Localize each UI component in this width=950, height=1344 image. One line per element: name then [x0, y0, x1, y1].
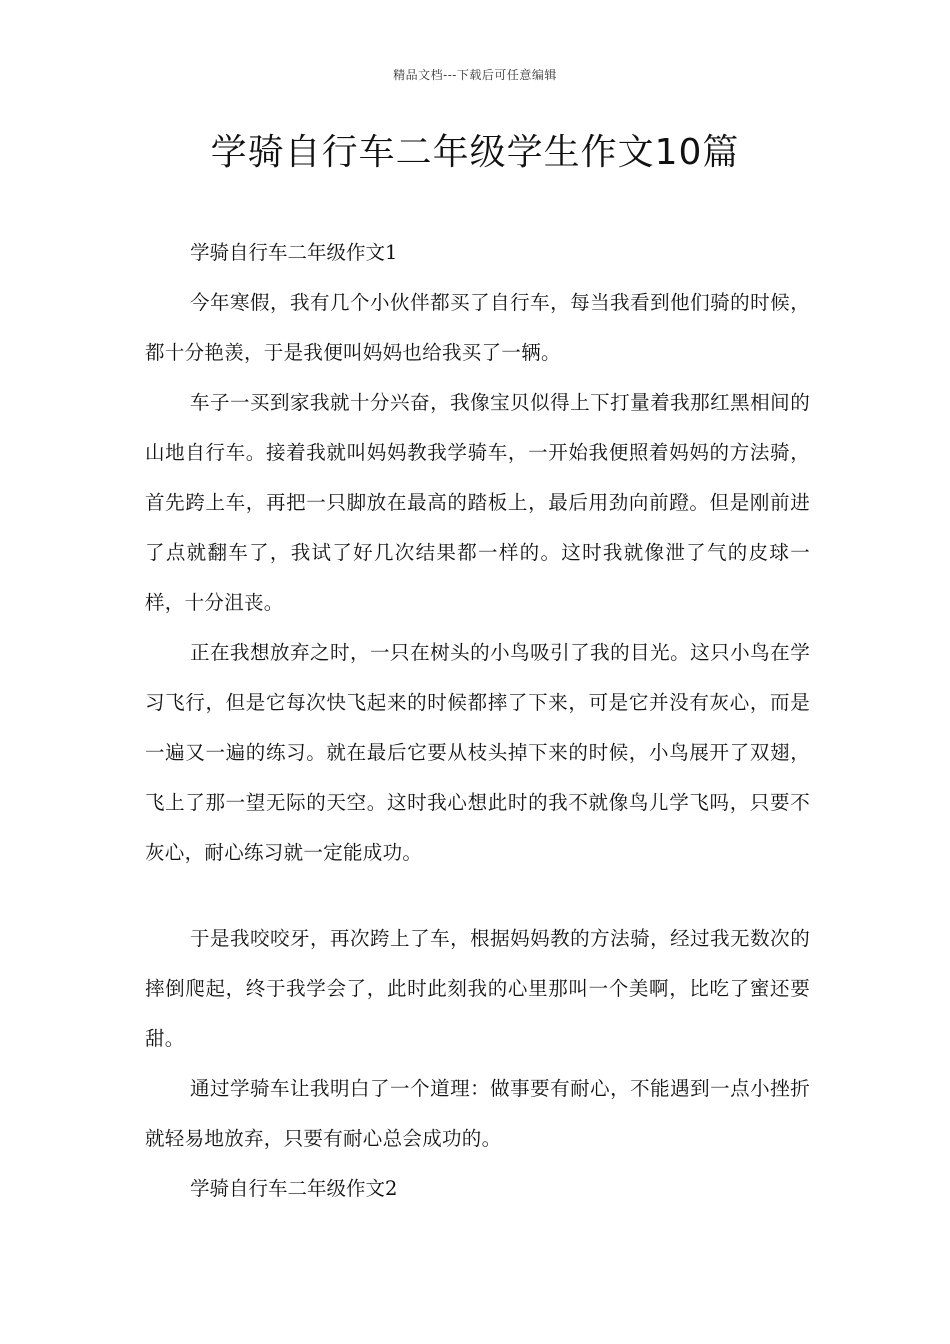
paragraph-1: 今年寒假，我有几个小伙伴都买了自行车，每当我看到他们骑的时候，都十分艳羡，于是我便叫妈妈也给我买了一辆。 [145, 291, 810, 364]
paragraph-3: 正在我想放弃之时，一只在树头的小鸟吸引了我的目光。这只小鸟在学习飞行，但是它每次快飞起来的时候都摔了下来，可是它并没有灰心，而是一遍又一遍的练习。就在最后它要从枝头掉下来的时候，小鸟展开了双翅，飞上了那一望无际的天空。这时我心想此时的我不就像鸟儿学飞吗，只要不灰心，耐心练习就一定能成功。 [145, 641, 810, 864]
document-body [145, 228, 810, 1214]
paragraph-4: 于是我咬咬牙，再次跨上了车，根据妈妈教的方法骑，经过我无数次的摔倒爬起，终于我学会了，此时此刻我的心里那叫一个美啊，比吃了蜜还要甜。 [145, 927, 810, 1050]
page-header-note: 精品文档---下载后可任意编辑 [393, 68, 557, 82]
document-title: 学骑自行车二年级学生作文10篇 [210, 132, 740, 173]
paragraph-2: 车子一买到家我就十分兴奋，我像宝贝似得上下打量着我那红黑相间的山地自行车。接着我就叫妈妈教我学骑车，一开始我便照着妈妈的方法骑，首先跨上车，再把一只脚放在最高的踏板上，最后用劲向前蹬。但是刚前进了点就翻车了，我试了好几次结果都一样的。这时我就像泄了气的皮球一样，十分沮丧。 [145, 391, 810, 614]
paragraph-gap [145, 878, 810, 914]
paragraph-5: 通过学骑车让我明白了一个道理：做事要有耐心，不能遇到一点小挫折就轻易地放弃，只要有耐心总会成功的。 [145, 1077, 810, 1150]
section-heading-2: 学骑自行车二年级作文2 [190, 1177, 398, 1200]
section-heading-1: 学骑自行车二年级作文1 [190, 241, 398, 264]
